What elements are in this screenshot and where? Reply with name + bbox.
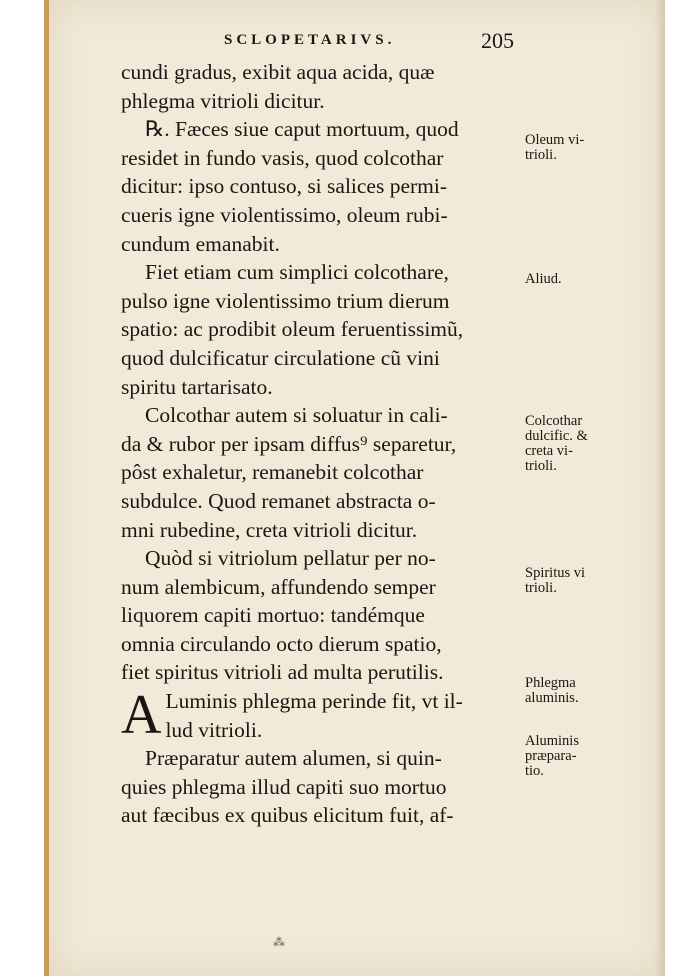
text-line: num alembicum, affundendo semper <box>121 574 436 599</box>
margin-note-aluminis <box>525 734 615 779</box>
text-line: liquorem capiti mortuo: tandémque <box>121 603 425 628</box>
text-line: fiet spiritus vitrioli ad multa perutilis. <box>121 660 444 685</box>
margin-note-phlegma <box>525 676 615 706</box>
margin-note-line: dulcific. & <box>525 428 588 444</box>
text-line: Fiet etiam cum simplici colcothare, <box>145 260 449 285</box>
text-line: aut fæcibus ex quibus elicitum fuit, af- <box>121 803 454 828</box>
text-line: quies phlegma illud capiti suo mortuo <box>121 774 447 799</box>
margin-note-line: tio. <box>525 763 544 779</box>
text-line: pulso igne violentissimo trium dierum <box>121 288 450 313</box>
drop-cap: A <box>121 684 162 747</box>
text-line: residet in fundo vasis, quod colcothar <box>121 145 444 170</box>
text-line: ℞. Fæces siue caput mortuum, quod <box>145 117 459 142</box>
text-line: pôst exhaletur, remanebit colcothar <box>121 460 424 485</box>
text-line: cueris igne violentissimo, oleum rubi- <box>121 202 448 227</box>
margin-note-line: Colcothar <box>525 413 583 429</box>
text-line: spatio: ac prodibit oleum feruentissimũ, <box>121 317 464 342</box>
ornament-mark: ⁂ <box>273 935 285 949</box>
text-line: lud vitrioli. <box>165 717 263 742</box>
margin-note-aliud <box>525 272 615 287</box>
text-line: subdulce. Quod remanet abstracta o- <box>121 488 436 513</box>
margin-note-colcothar <box>525 414 615 474</box>
drop-cap-paragraph <box>121 684 525 747</box>
page-edge-shadow <box>655 0 665 976</box>
margin-note-line: aluminis. <box>525 690 579 706</box>
text-line: spiritu tartarisato. <box>121 374 273 399</box>
text-line: dicitur: ipso contuso, si salices permi- <box>121 174 448 199</box>
body-text <box>121 58 525 830</box>
page-number: 205 <box>481 28 514 53</box>
text-line: quod dulcificatur circulatione cũ vini <box>121 345 440 370</box>
margin-note-spiritus <box>525 566 615 596</box>
running-head: SCLOPETARIVS. <box>224 32 396 48</box>
text-line: da & rubor per ipsam diffus⁹ separetur, <box>121 431 457 456</box>
margin-note-line: Aliud. <box>525 271 562 287</box>
margin-note-line: Phlegma <box>525 675 576 691</box>
margin-note-line: creta vi- <box>525 443 573 459</box>
page-header <box>49 30 665 52</box>
text-line: Luminis phlegma perinde fit, vt il- <box>165 689 463 714</box>
text-line: Quòd si vitriolum pellatur per no- <box>145 546 436 571</box>
text-line: Colcothar autem si soluatur in cali- <box>145 403 448 428</box>
text-line: omnia circulando octo dierum spatio, <box>121 631 442 656</box>
margin-note-line: trioli. <box>525 147 557 163</box>
margin-note-line: præpara- <box>525 748 577 764</box>
margin-note-line: Aluminis <box>525 733 579 749</box>
margin-note-line: Oleum vi- <box>525 132 585 148</box>
margin-note-oleum <box>525 133 615 163</box>
text-line: Præparatur autem alumen, si quin- <box>145 746 442 771</box>
margin-note-line: trioli. <box>525 580 557 596</box>
text-line: cundi gradus, exibit aqua acida, quæ <box>121 60 435 84</box>
margin-note-line: trioli. <box>525 458 557 474</box>
book-page <box>44 0 665 976</box>
margin-note-line: Spiritus vi <box>525 565 586 581</box>
text-line: cundum emanabit. <box>121 231 280 256</box>
text-line: mni rubedine, creta vitrioli dicitur. <box>121 517 418 542</box>
text-line: phlegma vitrioli dicitur. <box>121 88 325 113</box>
